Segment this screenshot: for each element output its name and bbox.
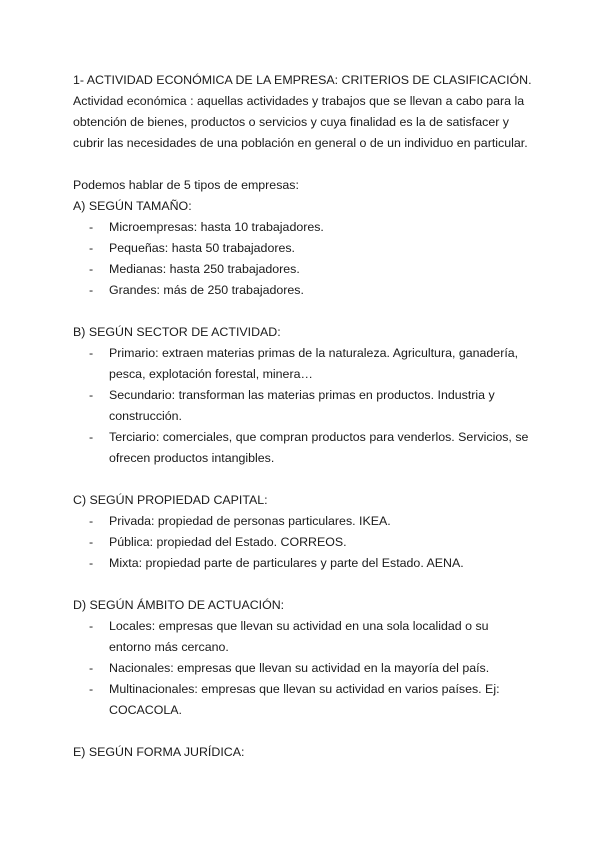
bullet-dash: -: [89, 346, 94, 360]
bullet-dash: -: [89, 388, 94, 402]
scope-list: [73, 616, 533, 721]
size-list: [73, 217, 533, 301]
spacer: [73, 154, 533, 175]
spacer: [73, 301, 533, 322]
list-item: - Nacionales: empresas que llevan su actividad en la mayoría del país.: [73, 658, 533, 679]
list-item: - Privada: propiedad de personas particulares. IKEA.: [73, 511, 533, 532]
bullet-dash: -: [89, 556, 94, 570]
spacer: [73, 574, 533, 595]
section-title-legal-form: E) SEGÚN FORMA JURÍDICA:: [73, 745, 245, 759]
sector-list: [73, 343, 533, 469]
bullet-dash: -: [89, 661, 94, 675]
list-item: - Secundario: transforman las materias primas en productos. Industria y construcción.: [73, 385, 533, 427]
list-item: - Microempresas: hasta 10 trabajadores.: [73, 217, 533, 238]
section-title-scope: D) SEGÚN ÁMBITO DE ACTUACIÓN:: [73, 598, 285, 612]
bullet-dash: -: [89, 514, 94, 528]
bullet-dash: -: [89, 619, 94, 633]
bullet-dash: -: [89, 283, 94, 297]
list-item: - Pequeñas: hasta 50 trabajadores.: [73, 238, 533, 259]
list-item: - Grandes: más de 250 trabajadores.: [73, 280, 533, 301]
list-item: - Pública: propiedad del Estado. CORREOS.: [73, 532, 533, 553]
spacer: [73, 721, 533, 742]
bullet-dash: -: [89, 535, 94, 549]
section-title-sector: B) SEGÚN SECTOR DE ACTIVIDAD:: [73, 325, 281, 339]
list-item: - Terciario: comerciales, que compran productos para venderlos. Servicios, se ofrecen productos intangibles.: [73, 427, 533, 469]
bullet-dash: -: [89, 220, 94, 234]
bullet-dash: -: [89, 430, 94, 444]
definition-line: Actividad económica : aquellas actividades y trabajos que se llevan a cabo para la: [73, 94, 525, 108]
bullet-dash: -: [89, 241, 94, 255]
definition-line: obtención de bienes, productos o servicios y cuya finalidad es la de satisfacer y: [73, 115, 509, 129]
section-title-size: A) SEGÚN TAMAÑO:: [73, 199, 192, 213]
list-item: - Multinacionales: empresas que llevan su actividad en varios países. Ej: COCACOLA.: [73, 679, 533, 721]
list-item: - Medianas: hasta 250 trabajadores.: [73, 259, 533, 280]
list-item: - Mixta: propiedad parte de particulares y parte del Estado. AENA.: [73, 553, 533, 574]
list-item: - Locales: empresas que llevan su actividad en una sola localidad o su entorno más cercano.: [73, 616, 533, 658]
spacer: [73, 469, 533, 490]
definition-line: cubrir las necesidades de una población en general o de un individuo en particular.: [73, 136, 528, 150]
bullet-dash: -: [89, 682, 94, 696]
list-item: - Primario: extraen materias primas de la naturaleza. Agricultura, ganadería, pesca, explotación forestal, minera…: [73, 343, 533, 385]
ownership-list: [73, 511, 533, 574]
types-intro: Podemos hablar de 5 tipos de empresas:: [73, 178, 299, 192]
bullet-dash: -: [89, 262, 94, 276]
document-page: [73, 70, 533, 763]
section-title-ownership: C) SEGÚN PROPIEDAD CAPITAL:: [73, 493, 268, 507]
document-heading: 1- ACTIVIDAD ECONÓMICA DE LA EMPRESA: CRITERIOS DE CLASIFICACIÓN.: [73, 73, 532, 87]
